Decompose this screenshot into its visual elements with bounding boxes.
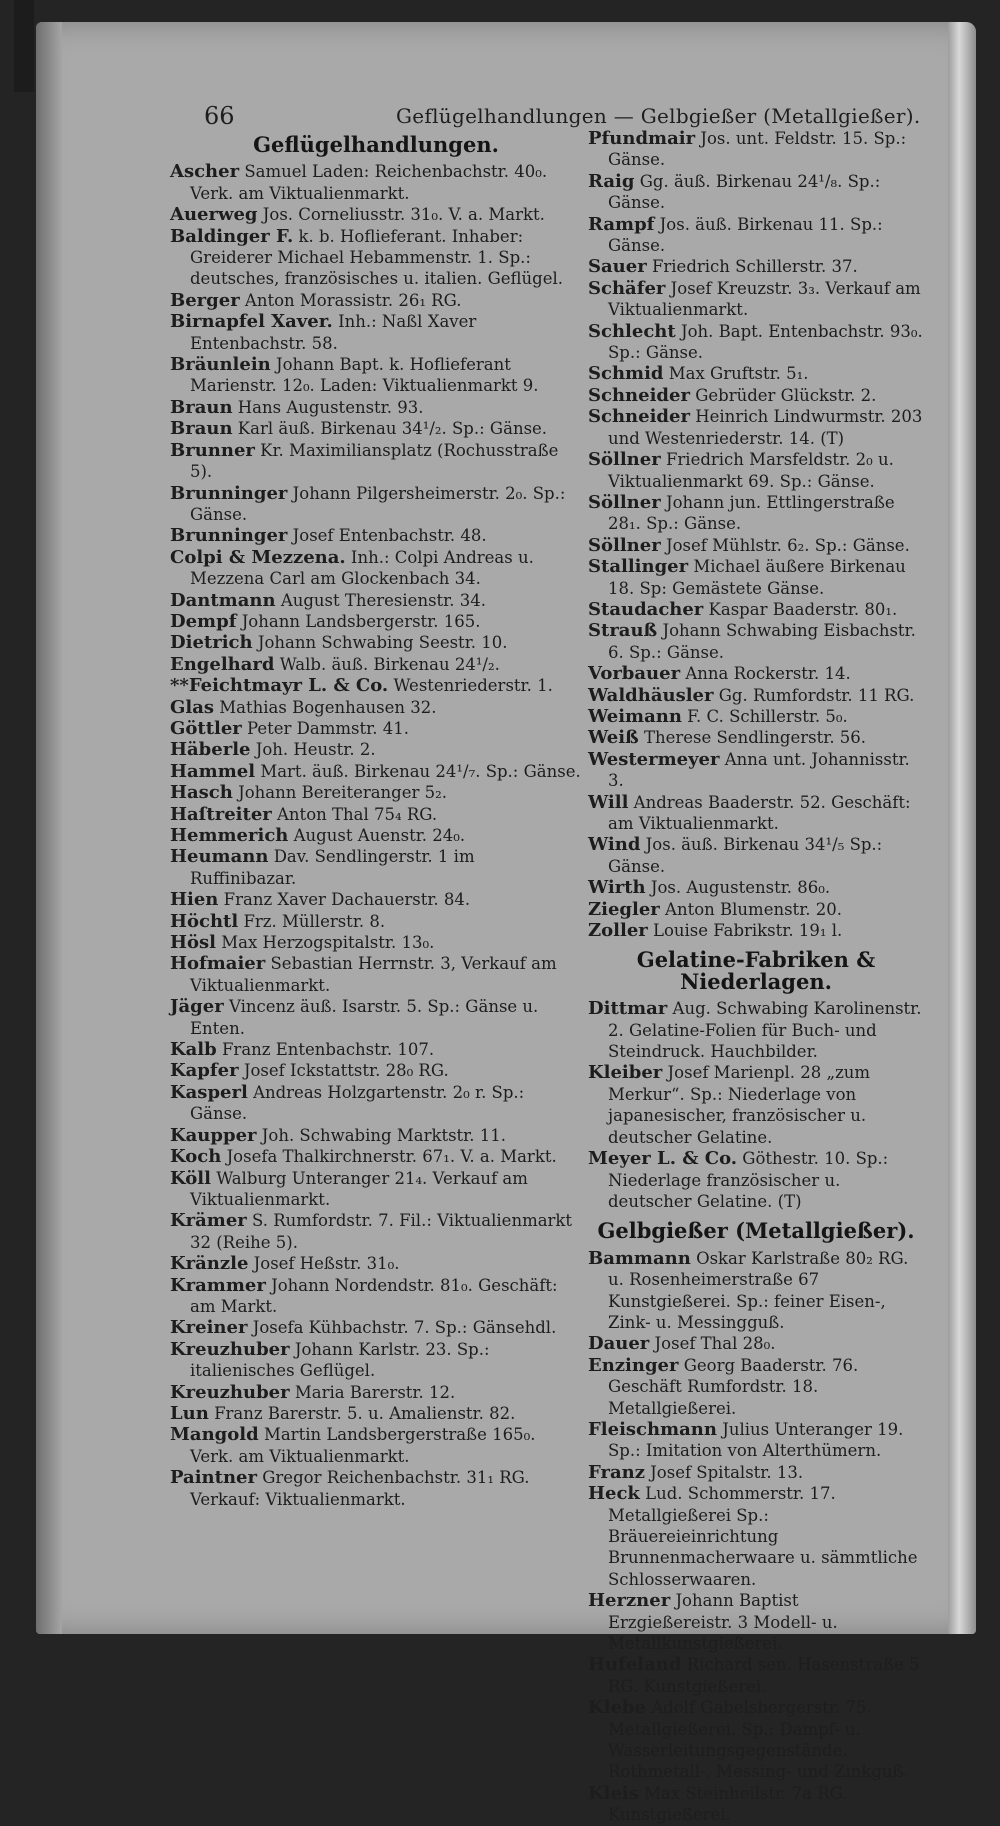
entry-details: Johann Pilgersheimerstr. 2₀. Sp.: Gänse. bbox=[190, 483, 566, 524]
entry-name: Glas bbox=[170, 696, 215, 718]
entry-details: Sebastian Herrnstr. 3, Verkauf am Viktualienmarkt. bbox=[190, 954, 557, 995]
directory-entry bbox=[588, 171, 924, 214]
entry-details: Joh. Bapt. Entenbachstr. 93₀. Sp.: Gänse. bbox=[608, 321, 923, 363]
directory-entry bbox=[170, 782, 582, 803]
entry-details: Therese Sendlingerstr. 56. bbox=[643, 728, 867, 748]
entry-details: k. b. Hoflieferant. Inhaber: Greiderer Michael Hebammenstr. 1. Sp.: deutsches, französisches u. italien. Geflügel. bbox=[190, 226, 564, 289]
directory-entry bbox=[588, 899, 924, 920]
entry-name: Sauer bbox=[588, 256, 647, 278]
entry-name: Söllner bbox=[588, 449, 661, 471]
directory-entry bbox=[588, 749, 924, 792]
entry-name: Staudacher bbox=[588, 598, 704, 620]
directory-entry bbox=[170, 675, 582, 696]
page-number: 66 bbox=[204, 102, 235, 130]
entry-details: Franz Barerstr. 5. u. Amalienstr. 82. bbox=[214, 1403, 516, 1423]
entry-name: Vorbauer bbox=[588, 663, 681, 685]
entry-name: Göttler bbox=[170, 717, 242, 739]
entry-details: Samuel Laden: Reichenbachstr. 40₀. Verk. am Viktualienmarkt. bbox=[190, 162, 548, 203]
entry-details: Gebrüder Glückstr. 2. bbox=[695, 385, 877, 405]
entry-name: Weiß bbox=[588, 727, 639, 749]
entry-details: Karl äuß. Birkenau 34¹/₂. Sp.: Gänse. bbox=[237, 419, 548, 439]
entry-details: Julius Unteranger 19. Sp.: Imitation von Alterthümern. bbox=[608, 1419, 904, 1461]
directory-entry bbox=[170, 804, 582, 825]
entry-name: Meyer L. & Co. bbox=[588, 1148, 738, 1170]
entry-details: S. Rumfordstr. 7. Fil.: Viktualienmarkt 32 (Reihe 5). bbox=[190, 1211, 573, 1252]
directory-entry bbox=[170, 996, 582, 1039]
directory-entry bbox=[170, 697, 582, 718]
directory-entry bbox=[170, 911, 582, 932]
entry-name: Strauß bbox=[588, 620, 658, 642]
entry-name: Braun bbox=[170, 418, 233, 440]
entry-details: Josefa Kühbachstr. 7. Sp.: Gänsehdl. bbox=[252, 1318, 557, 1338]
entry-details: Johann Bapt. k. Hoflieferant Marienstr. 12₀. Laden: Viktualienmarkt 9. bbox=[190, 355, 539, 396]
directory-entry bbox=[588, 599, 924, 620]
entry-name: Hien bbox=[170, 889, 219, 911]
entry-name: Dittmar bbox=[588, 998, 668, 1020]
directory-entry bbox=[170, 718, 582, 739]
directory-entry bbox=[170, 1253, 582, 1274]
directory-entry bbox=[170, 547, 582, 590]
directory-entry bbox=[170, 1039, 582, 1060]
directory-entry bbox=[588, 278, 924, 321]
entry-details: Anton Thal 75₄ RG. bbox=[277, 804, 438, 824]
entry-list-gelbgiesser bbox=[588, 1248, 924, 1826]
entry-details: Johann Baptist Erzgießereistr. 3 Modell- u. Metallkunstgießerei. bbox=[608, 1591, 838, 1654]
directory-entry bbox=[170, 311, 582, 354]
entry-name: Bammann bbox=[588, 1247, 691, 1269]
directory-entry bbox=[170, 825, 582, 846]
directory-entry bbox=[170, 1168, 582, 1211]
entry-details: Friedrich Schillerstr. 37. bbox=[651, 257, 858, 277]
entry-details: Louise Fabrikstr. 19₁ l. bbox=[653, 921, 843, 941]
directory-entry bbox=[588, 663, 924, 684]
directory-entry bbox=[170, 1382, 582, 1403]
entry-name: Berger bbox=[170, 289, 240, 311]
entry-name: Fleischmann bbox=[588, 1418, 717, 1440]
directory-entry bbox=[170, 1146, 582, 1167]
directory-entry bbox=[588, 1697, 924, 1783]
entry-details: Jos. äuß. Birkenau 11. Sp.: Gänse. bbox=[608, 214, 883, 256]
entry-name: Waldhäusler bbox=[588, 684, 714, 706]
entry-name: Hemmerich bbox=[170, 825, 289, 846]
entry-name: Hasch bbox=[170, 782, 233, 804]
right-column bbox=[588, 128, 924, 1826]
entry-details: Hans Augustenstr. 93. bbox=[237, 397, 424, 417]
entry-name: Kapfer bbox=[170, 1060, 239, 1082]
directory-entry bbox=[170, 611, 582, 632]
entry-details: Josef Mühlstr. 6₂. Sp.: Gänse. bbox=[665, 535, 910, 555]
directory-entry bbox=[588, 321, 924, 364]
entry-details: Mart. äuß. Birkenau 24¹/₇. Sp.: Gänse. bbox=[260, 761, 581, 781]
entry-details: Josef Kreuzstr. 3₃. Verkauf am Viktualienmarkt. bbox=[608, 278, 921, 320]
entry-details: Johann jun. Ettlingerstraße 28₁. Sp.: Gänse. bbox=[608, 492, 895, 534]
entry-name: Schneider bbox=[588, 384, 690, 406]
left-column bbox=[170, 128, 582, 1510]
entry-name: Schlecht bbox=[588, 320, 676, 342]
entry-details: Jos. äuß. Birkenau 34¹/₅ Sp.: Gänse. bbox=[608, 835, 883, 876]
entry-name: Wirth bbox=[588, 877, 646, 899]
entry-name: Schäfer bbox=[588, 277, 666, 299]
entry-details: Inh.: Naßl Xaver Entenbachstr. 58. bbox=[190, 312, 477, 353]
directory-entry bbox=[588, 1333, 924, 1354]
entry-details: Anna unt. Johannisstr. 3. bbox=[608, 749, 910, 791]
entry-name: Schneider bbox=[588, 406, 690, 428]
directory-entry bbox=[588, 1483, 924, 1590]
entry-name: Ascher bbox=[170, 161, 240, 183]
entry-name: **Feichtmayr L. & Co. bbox=[170, 675, 389, 697]
entry-name: Heumann bbox=[170, 846, 269, 868]
entry-details: F. C. Schillerstr. 5₀. bbox=[687, 706, 848, 726]
directory-entry bbox=[588, 406, 924, 449]
entry-details: Gregor Reichenbachstr. 31₁ RG. Verkauf: Viktualienmarkt. bbox=[190, 1468, 530, 1509]
directory-entry bbox=[170, 632, 582, 653]
directory-entry bbox=[170, 1467, 582, 1510]
directory-entry bbox=[588, 792, 924, 835]
running-head: Geflügelhandlungen — Gelbgießer (Metallgießer). bbox=[396, 104, 921, 128]
entry-name: Kleiber bbox=[588, 1062, 663, 1084]
directory-entry bbox=[170, 932, 582, 953]
directory-entry bbox=[588, 1419, 924, 1462]
entry-name: Brunner bbox=[170, 439, 255, 461]
directory-entry bbox=[170, 1060, 582, 1081]
directory-entry bbox=[588, 1590, 924, 1654]
entry-details: Josef Heßstr. 31₀. bbox=[253, 1254, 400, 1274]
entry-details: Maria Barerstr. 12. bbox=[294, 1382, 456, 1402]
entry-details: Jos. unt. Feldstr. 15. Sp.: Gänse. bbox=[608, 129, 907, 170]
entry-name: Colpi & Mezzena. bbox=[170, 546, 346, 568]
entry-name: Söllner bbox=[588, 491, 661, 513]
entry-details: Anton Blumenstr. 20. bbox=[665, 899, 842, 919]
directory-entry bbox=[170, 1275, 582, 1318]
entry-details: Gg. äuß. Birkenau 24¹/₈. Sp.: Gänse. bbox=[608, 171, 881, 213]
entry-details: Josef Marienpl. 28 „zum Merkur“. Sp.: Niederlage von japanesischer, französischer u. deutscher Gelatine. bbox=[608, 1063, 871, 1147]
entry-details: Frz. Müllerstr. 8. bbox=[243, 911, 386, 931]
directory-entry bbox=[588, 1355, 924, 1419]
directory-entry bbox=[170, 397, 582, 418]
directory-entry bbox=[170, 290, 582, 311]
entry-details: Friedrich Marsfeldstr. 2₀ u. Viktualienmarkt 69. Sp.: Gänse. bbox=[608, 450, 894, 491]
entry-name: Kreuzhuber bbox=[170, 1338, 290, 1360]
directory-entry bbox=[588, 449, 924, 492]
entry-name: Birnapfel Xaver. bbox=[170, 311, 333, 333]
section-heading-gelbgiesser: Gelbgießer (Metallgießer). bbox=[597, 1218, 915, 1244]
entry-name: Dempf bbox=[170, 610, 237, 632]
entry-name: Hofmaier bbox=[170, 953, 266, 975]
entry-name: Enzinger bbox=[588, 1354, 679, 1376]
directory-entry bbox=[170, 1125, 582, 1146]
entry-name: Kreuzhuber bbox=[170, 1381, 290, 1403]
entry-name: Koch bbox=[170, 1146, 222, 1168]
entry-details: Franz Entenbachstr. 107. bbox=[221, 1040, 435, 1060]
entry-details: Jos. Augustenstr. 86₀. bbox=[650, 878, 831, 898]
entry-name: Hammel bbox=[170, 760, 256, 782]
entry-name: Zoller bbox=[588, 920, 648, 942]
directory-entry bbox=[588, 1783, 924, 1826]
entry-details: Johann Schwabing Eisbachstr. 6. Sp.: Gänse. bbox=[608, 621, 916, 662]
entry-name: Kasperl bbox=[170, 1081, 248, 1103]
directory-entry bbox=[170, 1082, 582, 1125]
entry-details: Max Herzogspitalstr. 13₀. bbox=[221, 933, 435, 953]
entry-name: Jäger bbox=[170, 996, 224, 1018]
directory-entry bbox=[170, 889, 582, 910]
entry-details: Kr. Maximiliansplatz (Rochusstraße 5). bbox=[190, 440, 559, 482]
entry-details: Jos. Corneliusstr. 31₀. V. a. Markt. bbox=[262, 205, 545, 225]
entry-details: Josef Ickstattstr. 28₀ RG. bbox=[243, 1061, 449, 1081]
directory-entry bbox=[588, 385, 924, 406]
directory-entry bbox=[588, 1062, 924, 1148]
entry-name: Kreiner bbox=[170, 1317, 248, 1339]
entry-details: Anna Rockerstr. 14. bbox=[685, 664, 851, 684]
directory-entry bbox=[588, 877, 924, 898]
directory-entry bbox=[170, 1317, 582, 1338]
entry-name: Auerweg bbox=[170, 204, 258, 226]
directory-entry bbox=[588, 620, 924, 663]
entry-details: Georg Baaderstr. 76. Geschäft Rumfordstr. 18. Metallgießerei. bbox=[608, 1355, 859, 1418]
directory-entry bbox=[588, 1248, 924, 1334]
entry-details: Richard sen. Hasenstraße 5 RG. Kunstgießerei. bbox=[608, 1655, 920, 1696]
entry-details: Heinrich Lindwurmstr. 203 und Westenriederstr. 14. (T) bbox=[608, 407, 923, 448]
directory-entry bbox=[170, 204, 582, 225]
entry-name: Will bbox=[588, 791, 629, 813]
entry-name: Krammer bbox=[170, 1274, 266, 1296]
entry-name: Brunninger bbox=[170, 525, 288, 547]
directory-entry bbox=[170, 354, 582, 397]
entry-details: Mathias Bogenhausen 32. bbox=[219, 697, 437, 717]
directory-entry bbox=[588, 363, 924, 384]
entry-name: Dantmann bbox=[170, 589, 276, 611]
directory-entry bbox=[588, 1654, 924, 1697]
entry-name: Häberle bbox=[170, 739, 251, 761]
directory-entry bbox=[170, 1210, 582, 1253]
entry-details: Peter Dammstr. 41. bbox=[247, 718, 409, 738]
entry-details: Göthestr. 10. Sp.: Niederlage französischer u. deutscher Gelatine. (T) bbox=[608, 1149, 889, 1211]
entry-name: Ziegler bbox=[588, 898, 660, 920]
entry-details: Josef Entenbachstr. 48. bbox=[292, 526, 487, 546]
directory-entry bbox=[588, 727, 924, 748]
entry-details: August Auenstr. 24₀. bbox=[293, 826, 466, 845]
directory-entry bbox=[170, 654, 582, 675]
entry-name: Kränzle bbox=[170, 1253, 249, 1275]
entry-name: Klebe bbox=[588, 1697, 646, 1719]
entry-details: Josefa Thalkirchnerstr. 67₁. V. a. Markt. bbox=[226, 1147, 557, 1167]
directory-entry bbox=[170, 1339, 582, 1382]
directory-entry bbox=[170, 739, 582, 760]
entry-details: Adolf Gabelsbergerstr. 75. Metallgießerei. Sp.: Dampf- u. Wasserleitungsgegenstände. Rothmetall-, Messing- und Zinkguß. bbox=[608, 1698, 909, 1782]
directory-entry bbox=[588, 834, 924, 877]
entry-name: Hufeland bbox=[588, 1654, 682, 1676]
directory-entry bbox=[588, 998, 924, 1062]
entry-name: Raig bbox=[588, 170, 635, 192]
directory-entry bbox=[588, 128, 924, 171]
entry-details: Walburg Unteranger 21₄. Verkauf am Viktualienmarkt. bbox=[190, 1168, 528, 1209]
entry-details: Anton Morassistr. 26₁ RG. bbox=[244, 290, 462, 310]
directory-entry bbox=[170, 761, 582, 782]
entry-details: Johann Karlstr. 23. Sp.: italienisches Geflügel. bbox=[190, 1339, 490, 1381]
entry-name: Westermeyer bbox=[588, 748, 720, 770]
directory-entry bbox=[170, 1403, 582, 1424]
entry-details: Lud. Schommerstr. 17. Metallgießerei Sp.: Bräuereieinrichtung Brunnenmacherwaare u. sämmtliche Schlosserwaaren. bbox=[608, 1484, 918, 1589]
directory-entry bbox=[588, 1148, 924, 1212]
directory-entry bbox=[588, 920, 924, 941]
entry-name: Kleis bbox=[588, 1782, 639, 1804]
entry-details: Kaspar Baaderstr. 80₁. bbox=[708, 599, 898, 619]
directory-entry bbox=[588, 214, 924, 257]
entry-name: Höchtl bbox=[170, 910, 239, 932]
directory-entry bbox=[588, 492, 924, 535]
entry-name: Rampf bbox=[588, 213, 655, 235]
entry-details: Josef Spitalstr. 13. bbox=[650, 1462, 804, 1482]
entry-details: Oskar Karlstraße 80₂ RG. u. Rosenheimerstraße 67 Kunstgießerei. Sp.: feiner Eisen-, Zink- u. Messingguß. bbox=[608, 1248, 909, 1332]
page-edge bbox=[948, 22, 976, 1634]
directory-entry bbox=[170, 483, 582, 526]
entry-details: Joh. Heustr. 2. bbox=[255, 740, 376, 760]
entry-details: Vincenz äuß. Isarstr. 5. Sp.: Gänse u. Enten. bbox=[190, 997, 539, 1038]
entry-name: Bräunlein bbox=[170, 354, 271, 376]
entry-name: Brunninger bbox=[170, 482, 288, 504]
section-heading-gefluegel: Geflügelhandlungen. bbox=[253, 132, 499, 157]
entry-details: Johann Schwabing Seestr. 10. bbox=[257, 633, 508, 653]
entry-details: Josef Thal 28₀. bbox=[654, 1334, 776, 1354]
entry-name: Kaupper bbox=[170, 1124, 257, 1146]
entry-details: Westenriederstr. 1. bbox=[393, 676, 553, 696]
entry-name: Braun bbox=[170, 396, 233, 418]
entry-details: Andreas Baaderstr. 52. Geschäft: am Viktualienmarkt. bbox=[608, 792, 911, 833]
entry-name: Schmid bbox=[588, 363, 664, 385]
entry-details: August Theresienstr. 34. bbox=[280, 590, 486, 610]
entry-name: Stallinger bbox=[588, 556, 689, 578]
entry-name: Dietrich bbox=[170, 632, 253, 654]
entry-name: Franz bbox=[588, 1461, 645, 1483]
entry-details: Michael äußere Birkenau 18. Sp: Gemästete Gänse. bbox=[608, 557, 906, 598]
entry-name: Kalb bbox=[170, 1039, 217, 1061]
directory-entry bbox=[170, 226, 582, 290]
entry-name: Dauer bbox=[588, 1333, 650, 1355]
directory-entry bbox=[170, 525, 582, 546]
entry-name: Hösl bbox=[170, 932, 216, 954]
entry-name: Köll bbox=[170, 1167, 211, 1189]
entry-details: Johann Nordendstr. 81₀. Geschäft: am Markt. bbox=[190, 1275, 558, 1316]
directory-entry bbox=[588, 706, 924, 727]
entry-list-gefluegel bbox=[170, 161, 582, 1510]
entry-details: Johann Landsbergerstr. 165. bbox=[241, 611, 481, 631]
entry-details: Max Steinheilstr. 7a RG. Kunstgießerei. bbox=[608, 1783, 848, 1825]
entry-list-gefluegel-continued bbox=[588, 128, 924, 941]
directory-entry bbox=[588, 556, 924, 599]
entry-details: Andreas Holzgartenstr. 2₀ r. Sp.: Gänse. bbox=[190, 1082, 525, 1124]
directory-entry bbox=[588, 256, 924, 277]
entry-details: Max Gruftstr. 5₁. bbox=[668, 364, 809, 384]
entry-name: Weimann bbox=[588, 705, 682, 727]
page-spine-shadow bbox=[36, 22, 62, 1634]
entry-name: Paintner bbox=[170, 1467, 257, 1489]
entry-list-gelatine bbox=[588, 998, 924, 1212]
directory-entry bbox=[170, 418, 582, 439]
directory-entry bbox=[170, 1424, 582, 1467]
entry-details: Dav. Sendlingerstr. 1 im Ruffinibazar. bbox=[190, 847, 475, 888]
entry-name: Baldinger F. bbox=[170, 225, 294, 247]
entry-name: Heck bbox=[588, 1483, 640, 1505]
directory-entry bbox=[170, 590, 582, 611]
directory-entry bbox=[170, 846, 582, 889]
directory-entry bbox=[588, 1462, 924, 1483]
section-heading-gelatine: Gelatine-Fabriken & Niederlagen. bbox=[636, 947, 876, 994]
entry-name: Pfundmair bbox=[588, 128, 696, 149]
entry-details: Franz Xaver Dachauerstr. 84. bbox=[223, 890, 471, 910]
scan-label-strip bbox=[14, 0, 34, 92]
entry-details: Martin Landsbergerstraße 165₀. Verk. am Viktualienmarkt. bbox=[190, 1425, 536, 1466]
entry-name: Engelhard bbox=[170, 653, 275, 675]
directory-entry bbox=[170, 440, 582, 483]
directory-entry bbox=[170, 953, 582, 996]
entry-name: Wind bbox=[588, 834, 641, 856]
entry-name: Söllner bbox=[588, 534, 661, 556]
entry-name: Lun bbox=[170, 1402, 209, 1424]
entry-name: Herzner bbox=[588, 1590, 671, 1612]
entry-details: Inh.: Colpi Andreas u. Mezzena Carl am Glockenbach 34. bbox=[190, 547, 534, 589]
directory-entry bbox=[170, 161, 582, 204]
entry-details: Gg. Rumfordstr. 11 RG. bbox=[718, 685, 915, 705]
entry-name: Krämer bbox=[170, 1210, 247, 1232]
directory-entry bbox=[588, 535, 924, 556]
directory-entry bbox=[588, 685, 924, 706]
entry-details: Walb. äuß. Birkenau 24¹/₂. bbox=[279, 654, 500, 674]
entry-name: Haſtreiter bbox=[170, 803, 272, 825]
entry-details: Johann Bereiteranger 5₂. bbox=[238, 783, 448, 803]
entry-name: Mangold bbox=[170, 1424, 259, 1446]
entry-details: Joh. Schwabing Marktstr. 11. bbox=[261, 1125, 506, 1145]
entry-details: Aug. Schwabing Karolinenstr. 2. Gelatine-Folien für Buch- und Steindruck. Hauchbilder. bbox=[608, 999, 922, 1062]
